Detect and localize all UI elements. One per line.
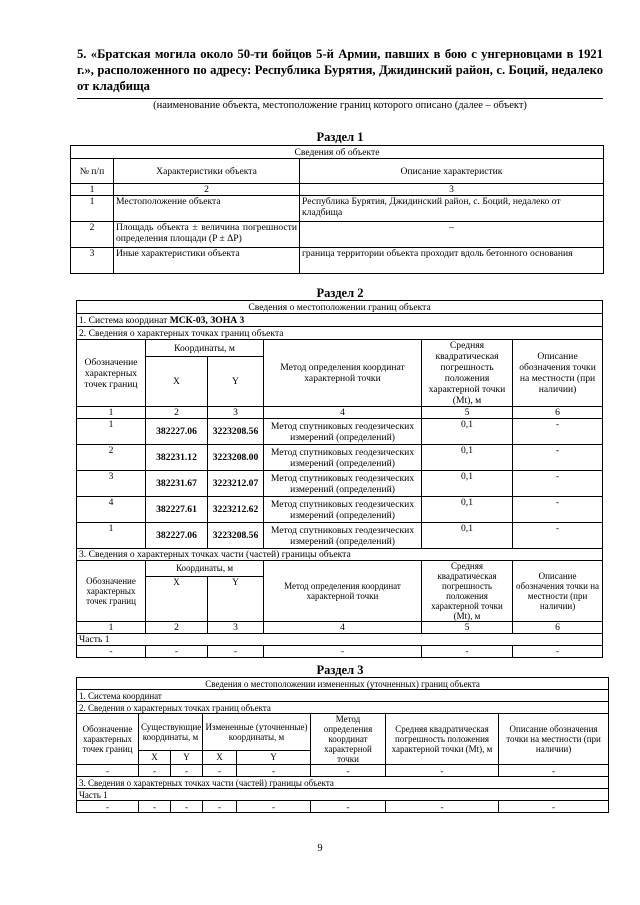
table-row — [71, 222, 604, 248]
y-header: Y — [237, 750, 311, 764]
col-index: 3 — [208, 407, 264, 419]
empty-cell: - — [208, 646, 264, 658]
point-mt: 0,1 — [422, 523, 513, 549]
point-mt: 0,1 — [422, 419, 513, 445]
col-index: 3 — [208, 622, 264, 634]
empty-cell: - — [499, 765, 609, 777]
empty-cell: - — [513, 646, 603, 658]
point-method: Метод спутниковых геодезических измерений (определений) — [264, 445, 422, 471]
col-characteristics-header: Характеристики объекта — [114, 159, 300, 184]
table-row — [71, 196, 604, 222]
error-header: Средняя квадратическая погрешность положения характерной точки (Mt), м — [422, 340, 513, 407]
row-number: 1 — [71, 196, 114, 222]
method-header: Метод определения координат характерной точки — [264, 561, 422, 622]
point-method: Метод спутниковых геодезических измерений (определений) — [264, 419, 422, 445]
point-method: Метод спутниковых геодезических измерений (определений) — [264, 523, 422, 549]
point-id: 1 — [77, 523, 146, 549]
row-description: Республика Бурятия, Джидинский район, с. Боций, недалеко от кладбища — [300, 196, 604, 222]
page-number: 9 — [317, 843, 323, 854]
point-description-header: Описание обозначения точки на местности (при наличии) — [513, 340, 603, 407]
point-id: 3 — [77, 471, 146, 497]
row-number: 2 — [71, 222, 114, 248]
point-y: 3223208.00 — [208, 445, 264, 471]
section1-table — [70, 145, 604, 274]
designation-header: Обозначение характерных точек границ — [77, 561, 146, 622]
col-index: 2 — [114, 184, 300, 196]
point-desc: - — [513, 497, 603, 523]
coord-system-value: МСК-03, ЗОНА 3 — [169, 314, 245, 326]
point-x: 382231.67 — [146, 471, 208, 497]
table-row — [77, 523, 603, 549]
empty-cell: - — [422, 646, 513, 658]
error-header: Средняя квадратическая погрешность положения характерной точки (Mt), м — [422, 561, 513, 622]
col-index: 1 — [77, 407, 146, 419]
coords-header: Координаты, м — [146, 340, 264, 357]
table-row — [71, 248, 604, 274]
method-header: Метод определения координат характерной точки — [264, 340, 422, 407]
empty-cell: - — [499, 801, 609, 813]
empty-cell: - — [203, 801, 237, 813]
heading-underline — [77, 98, 603, 99]
point-x: 382227.06 — [146, 419, 208, 445]
coord-system-row: 1. Система координат — [77, 690, 609, 702]
row-characteristic: Площадь объекта ± величина погрешности определения площади (P ± ΔP) — [114, 222, 300, 248]
table-row — [77, 646, 603, 658]
section3-title: Раздел 3 — [316, 663, 364, 677]
empty-cell: - — [237, 801, 311, 813]
point-y: 3223212.07 — [208, 471, 264, 497]
changed-coords-header: Измененные (уточненные) координаты, м — [203, 714, 311, 751]
point-y: 3223208.56 — [208, 419, 264, 445]
designation-header: Обозначение характерных точек границ — [77, 714, 139, 765]
existing-coords-header: Существующие координаты, м — [139, 714, 203, 751]
designation-header: Обозначение характерных точек границ — [77, 340, 146, 407]
col-index: 3 — [300, 184, 604, 196]
y-header: Y — [208, 357, 264, 407]
points-title: 2. Сведения о характерных точках границ объекта — [77, 327, 603, 340]
col-number-header: № п/п — [71, 159, 114, 184]
point-desc: - — [513, 445, 603, 471]
col-index: 2 — [146, 622, 208, 634]
col-description-header: Описание характеристик — [300, 159, 604, 184]
empty-cell: - — [146, 646, 208, 658]
col-index: 1 — [77, 622, 146, 634]
section2-table-title: Сведения о местоположении границ объекта — [77, 301, 603, 314]
empty-cell: - — [171, 765, 203, 777]
point-method: Метод спутниковых геодезических измерений (определений) — [264, 497, 422, 523]
y-header: Y — [208, 576, 264, 621]
row-description: граница территории объекта проходит вдоль бетонного основания — [300, 248, 604, 274]
x-header: X — [203, 750, 237, 764]
empty-cell: - — [386, 765, 499, 777]
table-row — [77, 419, 603, 445]
table-row — [77, 471, 603, 497]
col-index: 6 — [513, 622, 603, 634]
point-desc: - — [513, 523, 603, 549]
point-description-header: Описание обозначения точки на местности (при наличии) — [499, 714, 609, 765]
point-id: 1 — [77, 419, 146, 445]
col-index: 5 — [422, 622, 513, 634]
empty-cell: - — [386, 801, 499, 813]
row-number: 3 — [71, 248, 114, 274]
point-description-header: Описание обозначения точки на местности (при наличии) — [513, 561, 603, 622]
error-header: Средняя квадратическая погрешность положения характерной точки (Mt), м — [386, 714, 499, 765]
point-x: 382227.06 — [146, 523, 208, 549]
col-index: 6 — [513, 407, 603, 419]
col-index: 4 — [264, 407, 422, 419]
point-desc: - — [513, 419, 603, 445]
x-header: X — [139, 750, 171, 764]
row-characteristic: Местоположение объекта — [114, 196, 300, 222]
x-header: X — [146, 576, 208, 621]
section1-title: Раздел 1 — [316, 130, 364, 144]
x-header: X — [146, 357, 208, 407]
point-mt: 0,1 — [422, 445, 513, 471]
parts-title: 3. Сведения о характерных точках части (частей) границы объекта — [77, 777, 609, 789]
section3-table — [76, 677, 609, 813]
section2-table — [76, 300, 603, 658]
coords-header: Координаты, м — [146, 561, 264, 577]
section2-title: Раздел 2 — [316, 286, 364, 300]
empty-cell: - — [139, 801, 171, 813]
point-desc: - — [513, 471, 603, 497]
col-index: 2 — [146, 407, 208, 419]
point-y: 3223212.62 — [208, 497, 264, 523]
empty-cell: - — [264, 646, 422, 658]
point-mt: 0,1 — [422, 471, 513, 497]
point-method: Метод спутниковых геодезических измерений (определений) — [264, 471, 422, 497]
empty-cell: - — [311, 765, 386, 777]
row-description: – — [300, 222, 604, 248]
coord-system-row — [77, 314, 603, 327]
empty-cell: - — [203, 765, 237, 777]
section3-table-title: Сведения о местоположении измененных (уточненных) границ объекта — [77, 678, 609, 690]
coord-system-label: 1. Система координат — [79, 314, 170, 326]
points-title: 2. Сведения о характерных точках границ объекта — [77, 702, 609, 714]
object-heading: 5. «Братская могила около 50-ти бойцов 5-й Армии, павших в бою с унгерновцами в 1921 г.», расположенного по адресу: Республика Бурятия, Джидинский район, с. Боций, недалеко от кладбища — [77, 47, 603, 93]
point-mt: 0,1 — [422, 497, 513, 523]
empty-cell: - — [171, 801, 203, 813]
table-row — [77, 497, 603, 523]
empty-cell: - — [311, 801, 386, 813]
section1-table-title: Сведения об объекте — [71, 146, 604, 159]
col-index: 4 — [264, 622, 422, 634]
empty-cell: - — [77, 646, 146, 658]
empty-cell: - — [77, 765, 139, 777]
col-index: 1 — [71, 184, 114, 196]
table-row — [77, 801, 609, 813]
part-label: Часть 1 — [77, 634, 603, 646]
col-index: 5 — [422, 407, 513, 419]
table-row — [77, 445, 603, 471]
row-characteristic: Иные характеристики объекта — [114, 248, 300, 274]
point-id: 2 — [77, 445, 146, 471]
method-header: Метод определения координат характерной точки — [311, 714, 386, 765]
table-row — [77, 765, 609, 777]
point-x: 382231.12 — [146, 445, 208, 471]
point-x: 382227.61 — [146, 497, 208, 523]
point-id: 4 — [77, 497, 146, 523]
y-header: Y — [171, 750, 203, 764]
parts-title: 3. Сведения о характерных точках части (частей) границы объекта — [77, 549, 603, 561]
empty-cell: - — [237, 765, 311, 777]
empty-cell: - — [139, 765, 171, 777]
part-label: Часть 1 — [77, 789, 609, 801]
heading-caption: (наименование объекта, местоположение границ которого описано (далее – объект) — [153, 100, 527, 111]
empty-cell: - — [77, 801, 139, 813]
point-y: 3223208.56 — [208, 523, 264, 549]
